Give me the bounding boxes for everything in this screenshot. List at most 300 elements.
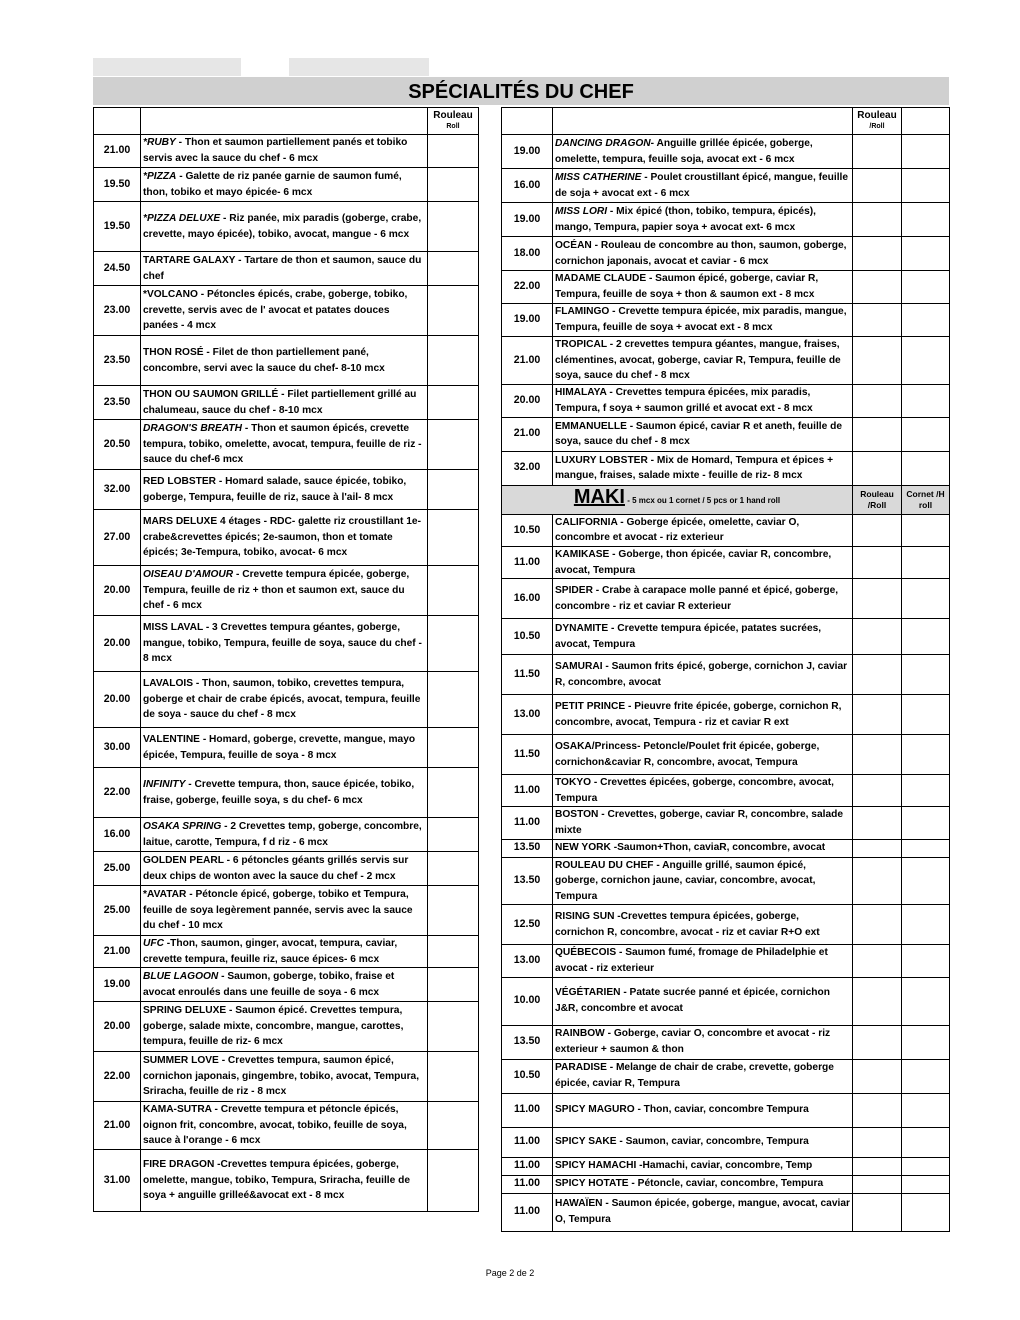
roll-label: Rouleau — [857, 110, 897, 121]
item-details: - Pétoncle, caviar, concombre, Tempura — [628, 1178, 824, 1190]
extra-checkbox[interactable] — [902, 237, 950, 271]
menu-row — [94, 886, 479, 936]
item-name: DRAGON'S BREATH — [143, 423, 243, 435]
item-details: - Saumon fumé, fromage de Philadelphie et avocat - riz exterieur — [555, 947, 828, 974]
item-name: SPRING DELUXE — [143, 1005, 227, 1017]
menu-row — [502, 546, 950, 578]
roll-checkbox[interactable] — [853, 337, 902, 385]
item-details: - Crevette tempura, thon, sauce épicée, tobiko, fraise, goberge, feuille soya, s du chef- 6 mcx — [143, 778, 415, 806]
item-description — [141, 168, 428, 202]
item-description — [141, 135, 428, 168]
item-description — [553, 945, 853, 977]
tab-shade-right — [289, 58, 429, 76]
item-price: 31.00 — [94, 1150, 141, 1212]
menu-row — [94, 135, 479, 168]
item-description — [141, 470, 428, 510]
roll-checkbox[interactable] — [853, 514, 902, 546]
item-price: 20.00 — [502, 384, 553, 417]
roll-checkbox[interactable] — [428, 968, 479, 1002]
right-items — [502, 135, 950, 486]
menu-row — [94, 168, 479, 202]
item-price: 21.00 — [94, 936, 141, 968]
roll-checkbox[interactable] — [853, 945, 902, 977]
extra-checkbox[interactable] — [902, 304, 950, 337]
menu-row — [502, 169, 950, 203]
item-price: 11.00 — [502, 1193, 553, 1231]
extra-checkbox[interactable] — [902, 977, 950, 1025]
item-details: - Filet de thon partiellement pané, concombre, servi avec la sauce du chef- 8-10 mcx — [143, 346, 385, 374]
menu-row — [94, 936, 479, 968]
menu-row — [502, 905, 950, 945]
menu-row — [502, 857, 950, 905]
item-details: - Filet partiellement grillé au chalumeau, sauce du chef - 8-10 mcx — [143, 388, 417, 416]
item-price: 11.50 — [502, 735, 553, 775]
menu-row — [94, 1150, 479, 1212]
item-name: PARADISE — [555, 1062, 607, 1074]
menu-row — [94, 202, 479, 252]
roll-checkbox[interactable] — [428, 1102, 479, 1150]
item-description — [141, 616, 428, 672]
left-menu-table — [93, 107, 479, 1212]
menu-row — [502, 304, 950, 337]
roll-checkbox[interactable] — [853, 655, 902, 695]
left-items — [94, 135, 479, 1212]
menu-row — [502, 1093, 950, 1127]
menu-row — [502, 807, 950, 839]
item-name: TARTARE GALAXY — [143, 254, 236, 266]
item-name: RED LOBSTER — [143, 475, 217, 487]
item-description — [553, 169, 853, 203]
extra-checkbox[interactable] — [902, 271, 950, 304]
roll-checkbox[interactable] — [853, 977, 902, 1025]
item-description — [141, 420, 428, 470]
extra-checkbox[interactable] — [902, 735, 950, 775]
menu-row — [94, 616, 479, 672]
extra-checkbox[interactable] — [902, 857, 950, 905]
item-name: ROULEAU DU CHEF — [555, 859, 654, 871]
item-details: - Goberge, caviar O, concombre et avocat - riz exterieur + saumon & thon — [555, 1028, 831, 1055]
roll-checkbox[interactable] — [853, 1175, 902, 1193]
item-price: 10.50 — [502, 1059, 553, 1093]
extra-checkbox[interactable] — [902, 1127, 950, 1157]
roll-checkbox[interactable] — [428, 202, 479, 252]
item-name: OISEAU D'AMOUR — [143, 569, 234, 581]
item-name: VÉGÉTARIEN — [555, 987, 621, 999]
item-name: SPICY SAKE — [555, 1136, 617, 1148]
extra-checkbox[interactable] — [902, 1059, 950, 1093]
extra-checkbox[interactable] — [902, 514, 950, 546]
menu-row — [502, 977, 950, 1025]
item-description — [553, 304, 853, 337]
item-details: - Saumon épicé, goberge, caviar R, Tempura, feuille de soya + thon & saumon ext - 8 mcx — [555, 273, 819, 300]
item-description — [141, 768, 428, 818]
extra-checkbox[interactable] — [902, 1157, 950, 1175]
item-details: - Crevettes tempura, saumon épicé, cornichon japonais, gingembre, tobiko, avocat, Tempura, Sriracha, feuille de riz - 8 mcx — [143, 1055, 420, 1098]
item-price: 11.00 — [502, 1127, 553, 1157]
menu-row — [94, 1002, 479, 1052]
menu-row — [502, 237, 950, 271]
menu-row — [94, 768, 479, 818]
item-details: - Rouleau de concombre au thon, saumon, goberge, cornichon japonais, avocat et caviar - 6 mcx — [555, 239, 847, 267]
item-description — [141, 968, 428, 1002]
item-details: - Saumon, caviar, concombre, Tempura — [616, 1136, 809, 1148]
roll-checkbox[interactable] — [853, 1193, 902, 1231]
extra-checkbox[interactable] — [902, 945, 950, 977]
maki-roll-label: Rouleau — [860, 488, 894, 499]
roll-checkbox[interactable] — [853, 237, 902, 271]
item-details: - Thon, saumon, tobiko, crevettes tempura, goberge et chair de crabe épicés, avocat, tempura, feuille de soya - sauce du chef - 8 mcx — [143, 678, 421, 721]
roll-checkbox[interactable] — [853, 775, 902, 807]
item-description — [553, 384, 853, 417]
roll-checkbox[interactable] — [428, 672, 479, 728]
item-description — [141, 202, 428, 252]
item-price: 11.50 — [502, 655, 553, 695]
item-description — [141, 386, 428, 420]
item-details: -Crevettes tempura épicées, goberge, cornichon R, concombre, avocat - riz et caviar R+O ext — [555, 911, 820, 938]
maki-cornet-header — [902, 485, 950, 514]
item-description — [553, 857, 853, 905]
roll-checkbox[interactable] — [853, 135, 902, 169]
item-details: - Thon et saumon épicés, crevette tempura, tobiko, omelette, avocat, tempura, feuille de riz -sauce du chef-6 mcx — [143, 423, 422, 466]
extra-checkbox[interactable] — [902, 1025, 950, 1059]
roll-checkbox[interactable] — [428, 286, 479, 336]
item-name: THON OU SAUMON GRILLÉ — [143, 388, 279, 400]
extra-checkbox[interactable] — [902, 579, 950, 619]
item-name: SPIDER — [555, 585, 593, 597]
roll-checkbox[interactable] — [428, 470, 479, 510]
menu-row — [94, 386, 479, 420]
extra-checkbox[interactable] — [902, 775, 950, 807]
maki-items — [502, 514, 950, 1231]
extra-checkbox[interactable] — [902, 807, 950, 839]
menu-row — [94, 470, 479, 510]
menu-row — [94, 286, 479, 336]
tab-shade-left — [93, 58, 241, 76]
menu-row — [502, 655, 950, 695]
roll-checkbox[interactable] — [428, 936, 479, 968]
extra-checkbox[interactable] — [902, 695, 950, 735]
item-name: DANCING DRAGON — [555, 137, 651, 149]
item-details: - 2 crevettes tempura géantes, mangue, fraises, clémentines, avocat, goberge, caviar R, Tempura, feuille de soya, sauce du chef - 8 mcx — [555, 339, 841, 382]
roll-checkbox[interactable] — [428, 852, 479, 886]
item-details: - Thon, caviar, concombre Tempura — [634, 1104, 809, 1116]
roll-checkbox[interactable] — [428, 886, 479, 936]
menu-row — [502, 579, 950, 619]
item-description — [553, 337, 853, 385]
menu-row — [502, 1025, 950, 1059]
roll-checkbox[interactable] — [428, 768, 479, 818]
item-price: 10.50 — [502, 619, 553, 655]
item-description — [553, 1157, 853, 1175]
item-description — [553, 977, 853, 1025]
roll-checkbox[interactable] — [853, 169, 902, 203]
item-price: 10.00 — [502, 977, 553, 1025]
extra-checkbox[interactable] — [902, 655, 950, 695]
item-description — [553, 237, 853, 271]
item-details: -Thon, saumon, ginger, avocat, tempura, caviar, crevette tempura, feuille riz, sauce épices- 6 mcx — [143, 938, 398, 965]
item-price: 13.50 — [502, 857, 553, 905]
roll-checkbox[interactable] — [853, 579, 902, 619]
menu-row — [502, 1193, 950, 1231]
item-price: 30.00 — [94, 728, 141, 768]
item-price: 21.00 — [502, 417, 553, 451]
header-blank — [141, 108, 428, 135]
menu-row — [502, 1157, 950, 1175]
roll-checkbox[interactable] — [428, 135, 479, 168]
item-price: 11.00 — [502, 546, 553, 578]
item-price: 13.50 — [502, 1025, 553, 1059]
item-price: 32.00 — [94, 470, 141, 510]
menu-row — [94, 420, 479, 470]
item-name: BLUE LAGOON — [143, 971, 219, 983]
maki-heading — [502, 485, 853, 514]
item-details: - Anguille grillée épicée, goberge, omelette, tempura, feuille soja, avocat ext - 6 mcx — [555, 137, 813, 165]
item-details: - 6 pétoncles géants grillés servis sur deux chips de wonton avec la sauce du chef - 2 mcx — [143, 854, 409, 882]
item-price: 16.00 — [94, 818, 141, 852]
item-description — [553, 1093, 853, 1127]
roll-checkbox[interactable] — [853, 857, 902, 905]
item-description — [553, 807, 853, 839]
menu-row — [502, 1127, 950, 1157]
item-description — [553, 1025, 853, 1059]
menu-row — [502, 135, 950, 169]
item-description — [553, 619, 853, 655]
item-price: 11.00 — [502, 1157, 553, 1175]
item-name: LAVALOIS — [143, 678, 193, 690]
roll-checkbox[interactable] — [428, 616, 479, 672]
item-price: 13.00 — [502, 945, 553, 977]
roll-checkbox[interactable] — [853, 839, 902, 857]
left-header-row — [94, 108, 479, 135]
item-name: VALENTINE — [143, 733, 200, 745]
item-details: - Pétoncles épicés, crabe, goberge, tobiko, crevette, servis avec de l' avocat et patates douces panées - 4 mcx — [143, 289, 408, 332]
right-menu-table — [501, 107, 950, 1232]
roll-checkbox[interactable] — [428, 420, 479, 470]
item-description — [141, 1102, 428, 1150]
item-details: -Saumon+Thon, caviaR, concombre, avocat — [610, 842, 826, 854]
item-price: 21.00 — [94, 1102, 141, 1150]
item-description — [553, 514, 853, 546]
item-price: 16.00 — [502, 169, 553, 203]
menu-row — [502, 451, 950, 485]
item-name: MISS CATHERINE — [555, 171, 642, 183]
roll-checkbox[interactable] — [428, 510, 479, 566]
item-price: 20.50 — [94, 420, 141, 470]
item-description — [553, 905, 853, 945]
item-description — [141, 818, 428, 852]
extra-checkbox[interactable] — [902, 1193, 950, 1231]
menu-row — [94, 968, 479, 1002]
item-details: - Galette de riz panée garnie de saumon fumé, thon, tobiko et mayo épicée- 6 mcx — [143, 170, 402, 198]
item-details: - Mix épicé (thon, tobiko, tempura, épicés), mango, Tempura, papier soya + avocat ext- 6 mcx — [555, 205, 816, 233]
item-name: QUÉBECOIS — [555, 947, 617, 959]
menu-row — [94, 818, 479, 852]
item-description — [553, 203, 853, 237]
extra-checkbox[interactable] — [902, 546, 950, 578]
item-price: 23.50 — [94, 336, 141, 386]
item-price: 11.00 — [502, 775, 553, 807]
item-price: 22.00 — [94, 1052, 141, 1102]
roll-checkbox[interactable] — [428, 252, 479, 286]
item-name: *PIZZA DELUXE — [143, 212, 221, 224]
item-description — [141, 886, 428, 936]
extra-checkbox[interactable] — [902, 619, 950, 655]
item-price: 19.00 — [94, 968, 141, 1002]
item-details: - Crevette tempura et pétoncle épicés, oignon frit, concombre, avocat, tobiko, feuille de soya, sauce à l'orange - 6 mcx — [143, 1104, 407, 1147]
item-price: 20.00 — [94, 616, 141, 672]
item-name: FIRE DRAGON — [143, 1159, 215, 1171]
roll-checkbox[interactable] — [853, 807, 902, 839]
item-name: GOLDEN PEARL — [143, 854, 224, 866]
maki-roll-sublabel: /Roll — [867, 499, 887, 510]
item-description — [141, 566, 428, 616]
item-name: OSAKA/Princess — [555, 741, 638, 753]
item-name: NEW YORK — [555, 842, 611, 854]
roll-checkbox[interactable] — [853, 1127, 902, 1157]
roll-checkbox[interactable] — [853, 1157, 902, 1175]
item-name: HAWAÏEN — [555, 1198, 603, 1210]
item-name: KAMIKASE — [555, 548, 610, 560]
item-price: 13.00 — [502, 695, 553, 735]
item-name: DYNAMITE — [555, 623, 609, 635]
item-details: - Crevettes épicées, goberge, concombre, avocat, Tempura — [555, 777, 834, 804]
item-price: 10.50 — [502, 514, 553, 546]
roll-checkbox[interactable] — [853, 451, 902, 485]
item-description — [553, 579, 853, 619]
item-price: 24.50 — [94, 252, 141, 286]
item-description — [553, 1059, 853, 1093]
roll-checkbox[interactable] — [853, 1059, 902, 1093]
item-details: - Anguille grillé, saumon épicé, goberge, cornichon jaune, caviar, concombre, avocat, Tempura — [555, 859, 816, 902]
item-description — [141, 286, 428, 336]
menu-row — [94, 672, 479, 728]
roll-checkbox[interactable] — [428, 566, 479, 616]
roll-column-header — [428, 108, 479, 135]
item-details: - Saumon, goberge, tobiko, fraise et avocat enroulés dans une feuille de soya - 6 mcx — [143, 971, 395, 998]
item-description — [553, 839, 853, 857]
roll-checkbox[interactable] — [853, 546, 902, 578]
item-details: - Petoncle/Poulet frit épicée, goberge, cornichon&caviar R, concombre, avocat, Tempura — [555, 741, 820, 768]
extra-checkbox[interactable] — [902, 1175, 950, 1193]
header-blank — [902, 108, 950, 135]
item-price: 23.00 — [94, 286, 141, 336]
extra-checkbox[interactable] — [902, 451, 950, 485]
item-price: 20.00 — [94, 672, 141, 728]
roll-checkbox[interactable] — [853, 619, 902, 655]
item-description — [141, 252, 428, 286]
extra-checkbox[interactable] — [902, 337, 950, 385]
extra-checkbox[interactable] — [902, 169, 950, 203]
roll-checkbox[interactable] — [853, 735, 902, 775]
item-name: MISS LORI — [555, 205, 608, 217]
item-description — [141, 728, 428, 768]
roll-checkbox[interactable] — [853, 304, 902, 337]
menu-row — [94, 510, 479, 566]
roll-checkbox[interactable] — [428, 1150, 479, 1212]
item-details: - Pétoncle épicé, goberge, tobiko et Tempura, feuille de soya legèrement pannée, servis avec la sauce du chef - 10 mcx — [143, 889, 413, 932]
extra-checkbox[interactable] — [902, 905, 950, 945]
item-details: - Homard salade, sauce épicée, tobiko, goberge, Tempura, feuille de riz, sauce à l'ail- 8 mcx — [143, 475, 407, 503]
item-name: KAMA-SUTRA — [143, 1104, 212, 1116]
extra-checkbox[interactable] — [902, 1093, 950, 1127]
roll-checkbox[interactable] — [428, 1052, 479, 1102]
extra-checkbox[interactable] — [902, 203, 950, 237]
item-price: 25.00 — [94, 852, 141, 886]
item-price: 19.00 — [502, 135, 553, 169]
item-name: MARS DELUXE — [143, 516, 218, 528]
menu-row — [502, 337, 950, 385]
menu-row — [502, 514, 950, 546]
item-description — [141, 510, 428, 566]
item-description — [553, 695, 853, 735]
item-details: - Saumon épicé, caviar R et aneth, feuille de soya, sauce du chef - 8 mcx — [555, 420, 843, 448]
roll-checkbox[interactable] — [853, 271, 902, 304]
item-price: 22.00 — [94, 768, 141, 818]
item-name: LUXURY LOBSTER — [555, 454, 648, 466]
extra-checkbox[interactable] — [902, 135, 950, 169]
item-description — [553, 451, 853, 485]
item-name: UFC — [143, 938, 164, 949]
roll-checkbox[interactable] — [428, 168, 479, 202]
item-name: SUMMER LOVE — [143, 1055, 219, 1067]
item-price: 32.00 — [502, 451, 553, 485]
roll-checkbox[interactable] — [853, 384, 902, 417]
item-name: RISING SUN — [555, 911, 615, 923]
item-details: - Saumon épicé. Crevettes tempura, goberge, salade mixte, concombre, mangue, carottes, tempura, feuille de riz- 6 mcx — [143, 1005, 404, 1048]
roll-checkbox[interactable] — [853, 695, 902, 735]
roll-checkbox[interactable] — [428, 1002, 479, 1052]
item-details: - Mix de Homard, Tempura et épices + mangue, fraises, salade mixte - feuille de riz- 8 mcx — [555, 454, 834, 482]
roll-checkbox[interactable] — [853, 1093, 902, 1127]
roll-checkbox[interactable] — [428, 728, 479, 768]
item-description — [553, 735, 853, 775]
item-description — [553, 135, 853, 169]
roll-checkbox[interactable] — [428, 818, 479, 852]
roll-checkbox[interactable] — [853, 1025, 902, 1059]
item-name: SPICY HOTATE — [555, 1178, 629, 1190]
roll-checkbox[interactable] — [853, 905, 902, 945]
roll-checkbox[interactable] — [853, 417, 902, 451]
menu-row — [502, 945, 950, 977]
item-price: 11.00 — [502, 1175, 553, 1193]
item-name: *PIZZA — [143, 170, 177, 182]
roll-sublabel: /Roll — [869, 123, 885, 130]
item-price: 11.00 — [502, 807, 553, 839]
item-price: 25.00 — [94, 886, 141, 936]
item-price: 27.00 — [94, 510, 141, 566]
item-description — [553, 1127, 853, 1157]
header-blank — [553, 108, 853, 135]
roll-checkbox[interactable] — [428, 386, 479, 420]
header-blank — [502, 108, 553, 135]
item-price: 21.00 — [502, 337, 553, 385]
roll-checkbox[interactable] — [853, 203, 902, 237]
extra-checkbox[interactable] — [902, 384, 950, 417]
roll-checkbox[interactable] — [428, 336, 479, 386]
extra-checkbox[interactable] — [902, 839, 950, 857]
item-description — [141, 1002, 428, 1052]
maki-cornet-label: Cornet /H — [906, 488, 945, 499]
item-name: CALIFORNIA — [555, 516, 618, 528]
page-title: SPÉCIALITÉS DU CHEF — [93, 77, 949, 105]
menu-row — [502, 775, 950, 807]
item-details: -Crevettes tempura épicées, goberge, omelette, mangue, tobiko, Tempura, Sriracha, feuille de soya + anguille grilleé&avocat ext - 8 mcx — [143, 1159, 411, 1202]
item-price: 23.50 — [94, 386, 141, 420]
header-blank — [94, 108, 141, 135]
item-name: FLAMINGO — [555, 306, 610, 318]
menu-row — [502, 417, 950, 451]
extra-checkbox[interactable] — [902, 417, 950, 451]
